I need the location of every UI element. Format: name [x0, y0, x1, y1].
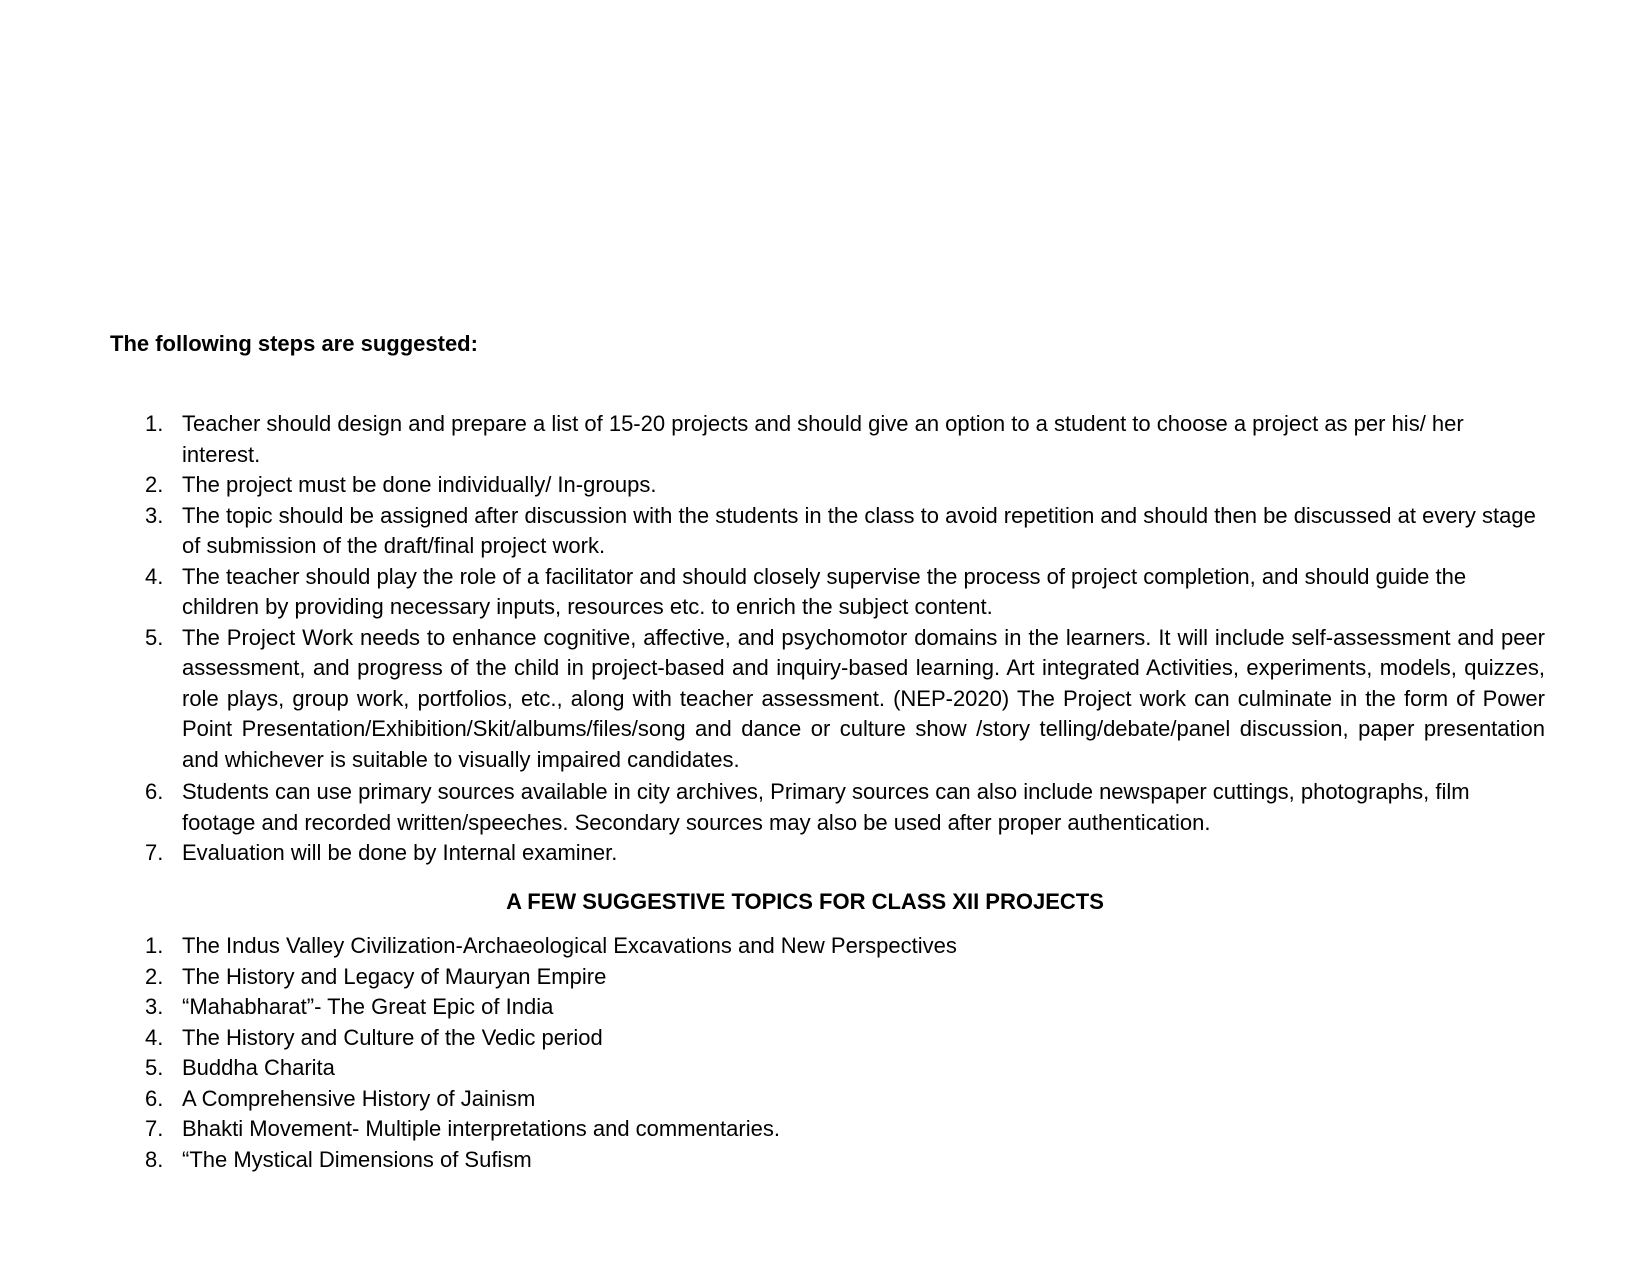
list-item [0, 838, 1545, 869]
list-item-text: The Indus Valley Civilization-Archaeological Excavations and New Perspectives [182, 933, 957, 958]
topics-list [0, 931, 1545, 1175]
list-item [0, 623, 1545, 776]
list-item-text: The Project Work needs to enhance cognitive, affective, and psychomotor domains in the learners. It will include self-assessment and peer assessment, and progress of the child in project-based and inquiry-based learning. Art integrated Activities, experiments, models, quizzes, role plays, group work, portfolios, etc., along with teacher assessment. (NEP-2020) The Project work can culminate in the form of Power Point Presentation/Exhibition/Skit/albums/files/song and dance or culture show /story telling/debate/panel discussion, paper presentation and whichever is suitable to visually impaired candidates. [182, 624, 1545, 772]
list-item-text: The teacher should play the role of a facilitator and should closely supervise the process of project completion, and should guide the children by providing necessary inputs, resources etc. to enrich the subject content. [182, 563, 1467, 619]
list-item-text: Bhakti Movement- Multiple interpretations and commentaries. [182, 1116, 780, 1141]
list-item-number: 1. [145, 411, 164, 436]
list-item-number: 7. [145, 840, 164, 865]
list-item-text: Students can use primary sources available in city archives, Primary sources can also include newspaper cuttings, photographs, film footage and recorded written/speeches. Secondary sources may also be used after proper authentication. [182, 779, 1470, 835]
list-item [0, 409, 1545, 470]
list-item-number: 5. [145, 1055, 164, 1080]
list-item-text: Evaluation will be done by Internal examiner. [182, 840, 618, 865]
list-item-text: Buddha Charita [182, 1055, 335, 1080]
list-item [0, 1145, 1545, 1176]
list-item-number: 2. [145, 472, 164, 497]
list-item-text: The project must be done individually/ In-groups. [182, 472, 657, 497]
list-item [0, 1023, 1545, 1054]
steps-heading: The following steps are suggested: [110, 331, 478, 356]
list-item-text: Teacher should design and prepare a list of 15-20 projects and should give an option to a student to choose a project as per his/ her interest. [182, 411, 1464, 467]
list-item [0, 470, 1545, 501]
list-item [0, 1084, 1545, 1115]
list-item-number: 4. [145, 1024, 164, 1050]
list-item-number: 6. [145, 779, 164, 804]
list-item [0, 992, 1545, 1023]
list-item-text: A Comprehensive History of Jainism [182, 1085, 536, 1111]
list-item [0, 1053, 1545, 1084]
list-item-text: The History and Legacy of Mauryan Empire [182, 963, 607, 989]
list-item-text: “Mahabharat”- The Great Epic of India [182, 994, 554, 1019]
list-item-text: “The Mystical Dimensions of Sufism [182, 1146, 532, 1172]
list-item-number: 4. [145, 563, 164, 589]
list-item-text: The History and Culture of the Vedic period [182, 1024, 603, 1050]
list-item [0, 962, 1545, 993]
list-item-number: 2. [145, 963, 164, 989]
list-item [0, 931, 1545, 962]
list-item [0, 562, 1545, 623]
list-item-number: 7. [145, 1116, 164, 1141]
topics-heading: A FEW SUGGESTIVE TOPICS FOR CLASS XII PROJECTS [506, 889, 1104, 914]
list-item-number: 3. [145, 502, 164, 528]
list-item-number: 5. [145, 624, 164, 650]
list-item-number: 8. [145, 1146, 164, 1172]
list-item-text: The topic should be assigned after discussion with the students in the class to avoid repetition and should then be discussed at every stage of submission of the draft/final project work. [182, 502, 1536, 558]
list-item-number: 3. [145, 994, 164, 1019]
list-item [0, 777, 1545, 838]
list-item-number: 1. [145, 933, 164, 958]
list-item [0, 1114, 1545, 1145]
steps-list [0, 409, 1545, 869]
list-item [0, 501, 1545, 562]
list-item-number: 6. [145, 1085, 164, 1111]
